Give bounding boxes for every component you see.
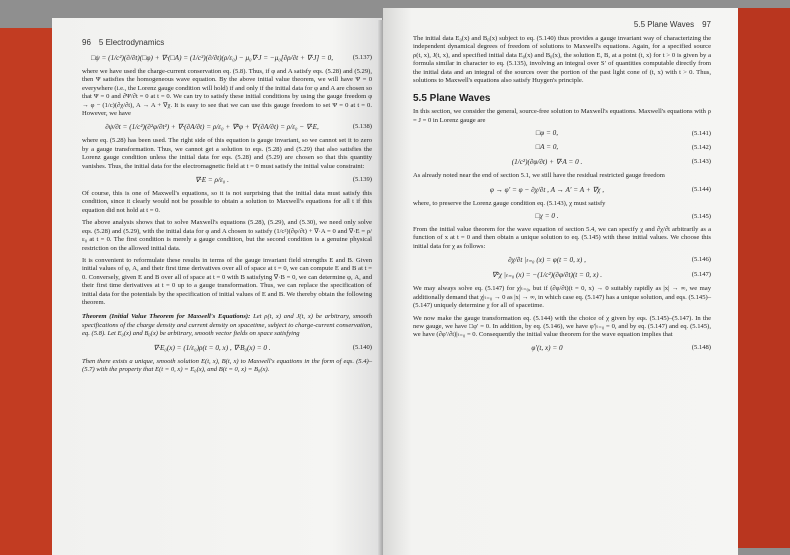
- theorem-body: Let ρ(t, x) and J(t, x) be arbitrary, smooth specifications of the charge density and current density on spacetime, subject to charge-current conservation, eq. (5.8). Let E₀(x) and B₀(x) be arbitrary, smooth vector fields on space satisfying: [82, 313, 372, 338]
- running-head: 5.5 Plane Waves: [633, 20, 695, 29]
- paragraph: Of course, this is one of Maxwell's equations, so it is not surprising that the initial data must satisfy this condition, since it clearly would not be possible to obtain a solution to Maxwell's equations for all t if this equation did not hold at t = 0.: [82, 190, 372, 214]
- left-page-content: [82, 38, 372, 378]
- equation-5-142: □A = 0, (5.142): [535, 143, 711, 152]
- equation-5-137: □ψ = (1/c²)(∂/∂t)(□φ) + ∇·(□A) = (1/c²)(∂/∂t)(ρ/ε₀) − μ₀∇·J = −μ₀[∂ρ/∂t + ∇·J] = 0, (5.137): [90, 54, 372, 62]
- right-page-content: [413, 20, 711, 358]
- paragraph: In this section, we consider the general, source-free solution to Maxwell's equations. Maxwell's equations with ρ = J = 0 in Lorenz gauge are: [413, 108, 711, 124]
- paragraph: where, to preserve the Lorenz gauge condition eq. (5.143), χ must satisfy: [413, 199, 606, 207]
- equation-5-143: (1/c²)(∂φ/∂t) + ∇·A = 0 . (5.143): [511, 158, 711, 167]
- paragraph: where we have used the charge-current conservation eq. (5.8). Thus, if φ and A satisfy eqs. (5.28) and (5.29), then Ψ satisfies the homogeneous wave equation. By the above initial value theorem, we will have Ψ = 0 everywhere (i.e., the Lorenz gauge condition will hold) if and only if the initial data for φ and A are chosen so that Ψ = 0 and ∂Ψ/∂t = 0 at t = 0. We can try to satisfy these initial conditions by using the gauge freedom φ → φ − (1/c)(∂χ/∂t), A → A + ∇χ. It is easy to see that we can use this gauge freedom to set Ψ = 0 at t = 0. However, we have: [82, 68, 372, 118]
- page-number: 97: [702, 20, 711, 29]
- book-cover-right: [732, 8, 790, 548]
- equation-5-139: ∇·E = ρ/ε₀ . (5.139): [195, 176, 372, 185]
- left-page-header: [82, 38, 372, 47]
- equation-5-146: ∂χ/∂t |ₜ₌₀ (x) = φ(t = 0, x) , (5.146): [508, 256, 711, 265]
- theorem-title: Theorem (Initial Value Theorem for Maxwell's Equations):: [82, 313, 251, 321]
- equation-5-147: ∇²χ |ₜ₌₀ (x) = −(1/c²)(∂φ/∂t)(t = 0, x) . (5.147): [491, 271, 711, 280]
- equation-5-144: φ → φ′ = φ − ∂χ/∂t , A → A′ = A + ∇χ , (5.144): [489, 185, 711, 194]
- paragraph: We may always solve eq. (5.147) for χ|ₜ₌₀, but if (∂φ/∂t)(t = 0, x) → 0 suitably rapidly as |x| → ∞, we may additionally demand that χ|ₜ₌₀ → 0 as |x| → ∞, in which case eq. (5.147) has a unique solution, and eqs. (5.145)–(5.147) uniquely determine χ for all of spacetime.: [413, 285, 711, 310]
- running-head: 5 Electrodynamics: [98, 38, 165, 47]
- paragraph: As already noted near the end of section 5.1, we still have the residual restricted gauge freedom: [413, 172, 665, 180]
- paragraph: It is convenient to reformulate these results in terms of the gauge invariant field strengths E and B. Given initial values of φ, A, and their first time derivatives over all of space at t = 0, we can compute E and B at t = 0. Conversely, given E and B over all of space at t = 0 with B satisfying ∇·B = 0, we can determine φ, A, and their first time derivatives at t = 0 up to a gauge transformation. Thus, we can replace the specification of initial data for the potentials by the specification of initial values of E and B. We thereby obtain the following theorem.: [82, 256, 372, 306]
- page-number: 96: [82, 38, 91, 47]
- equation-5-148: φ′(t, x) = 0 (5.148): [531, 343, 711, 352]
- theorem-conclusion: Then there exists a unique, smooth solution E(t, x), B(t, x) to Maxwell's equations in the form of eqs. (5.4)–(5.7) with the property that E(t = 0, x) = E₀(x), and B(t = 0, x) = B₀(x).: [82, 357, 372, 373]
- right-page: [383, 8, 738, 555]
- paragraph: From the initial value theorem for the wave equation of section 5.4, we can specify χ and ∂χ/∂t arbitrarily as a function of x at t = 0 and then obtain a unique solution to eq. (5.145) with these initial values. We choose this initial data for χ as follows:: [413, 226, 711, 250]
- paragraph: The initial data E₀(x) and B₀(x) subject to eq. (5.140) thus provides a gauge invariant way of characterizing the independent dynamical degrees of freedom of solutions to Maxwell's equations. Again, for a specified source ρ(t, x), J(t, x), and specified initial data E₀(x) and B₀(x), the solution E, B, at a point (t, x) for t > 0 is given by a formula similar in character to eq. (5.135), involving an integral over S′ of quantities computable directly from the initial data and an integral of the sources over the portion of the past light cone of (t, x) with t > 0. Thus, solutions to Maxwell's equations also satisfy Huygen's principle.: [413, 35, 711, 85]
- right-page-header: [413, 20, 711, 29]
- book-cover-left: [0, 28, 52, 555]
- equation-5-141: □φ = 0, (5.141): [535, 129, 711, 138]
- theorem-block: [82, 313, 372, 374]
- equation-5-140: ∇·E₀(x) = (1/ε₀)ρ(t = 0, x) , ∇·B₀(x) = 0 . (5.140): [153, 343, 372, 352]
- paragraph: We now make the gauge transformation eq. (5.144) with the choice of χ given by eqs. (5.145)–(5.147). In the new gauge, we have □φ′ = 0. In addition, by eq. (5.146), we have φ′|ₜ₌₀ = 0, and by eq. (5.147) and eq. (5.145), we have (∂φ′/∂t)|ₜ₌₀ = 0. Consequently the initial value theorem for the wave equation implies that: [413, 314, 711, 339]
- paragraph: where eq. (5.28) has been used. The right side of this equation is gauge invariant, so we cannot set it to zero by a gauge transformation. Thus, we cannot get a solution to eqs. (5.28) and (5.29) that also satisfies the Lorenz gauge condition unless the initial data for eqs. (5.28) and (5.29) are chosen so that this quantity vanishes. Thus, the initial data for the electromagnetic field at t = 0 must satisfy the initial value constraint:: [82, 137, 372, 170]
- paragraph: The above analysis shows that to solve Maxwell's equations (5.28), (5.29), and (5.30), we need only solve eqs. (5.28) and (5.29), with the initial data for φ and A chosen to satisfy (1/c²)(∂φ/∂t) + ∇·A = 0 and ∇·E = ρ/ε₀ at t = 0. The first condition is merely a gauge condition, but the second condition is a genuine physical restriction on the allowed initial data.: [82, 219, 372, 252]
- equation-5-145: □χ = 0 . (5.145): [535, 212, 711, 221]
- equation-5-138: ∂ψ/∂t = (1/c²)(∂²φ/∂t²) + ∇·(∂A/∂t) = ρ/ε₀ + ∇²φ + ∇·(∂A/∂t) = ρ/ε₀ − ∇·E, (5.138): [105, 123, 372, 132]
- section-title: 5.5 Plane Waves: [413, 93, 491, 105]
- left-page: [52, 18, 382, 555]
